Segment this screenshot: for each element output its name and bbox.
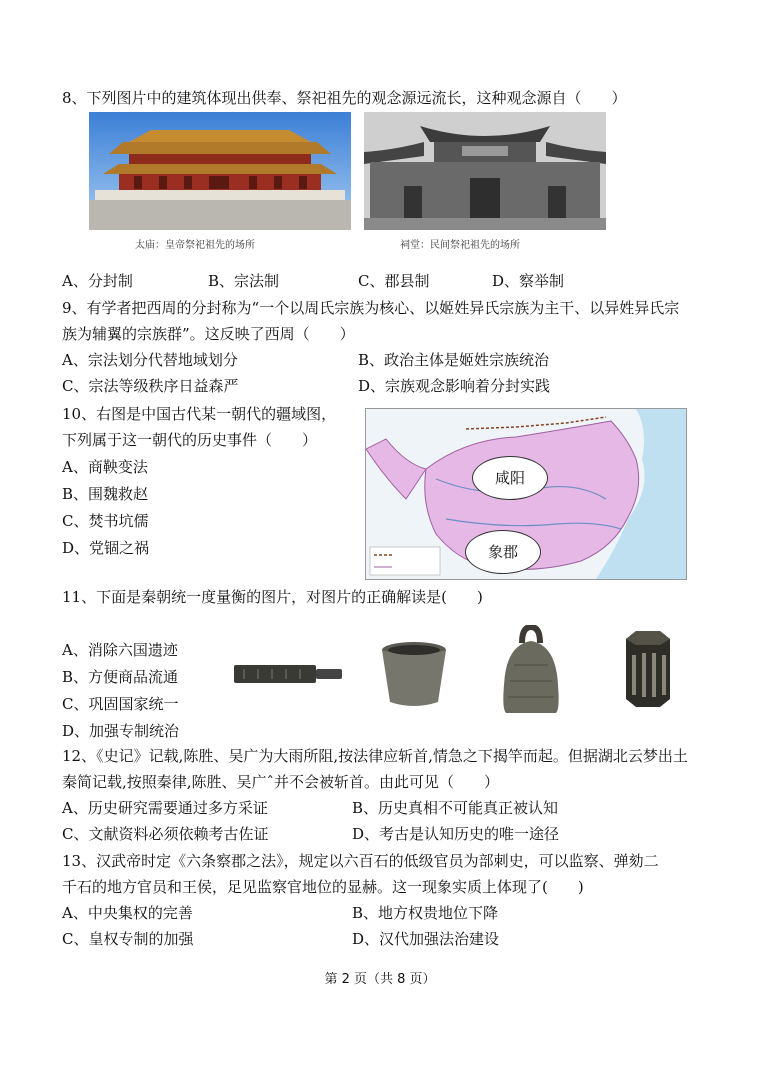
- q9-stem-line1: 9、有学者把西周的分封称为“一个以周氏宗族为核心、以姬姓异氏宗族为主干、以异姓异氏宗: [62, 299, 680, 317]
- taimiao-caption: 太庙：皇帝祭祀祖先的场所: [135, 240, 255, 251]
- q12-option-d[interactable]: D、考古是认知历史的唯一途径: [352, 825, 560, 843]
- q10-stem-line1: 10、右图是中国古代某一朝代的疆域图，: [62, 405, 337, 423]
- q12-option-a[interactable]: A、历史研究需要通过多方采证: [62, 799, 268, 817]
- q11-stem: 11、下面是秦朝统一度量衡的图片，对图片的正确解读是( ): [62, 588, 483, 606]
- q13-stem-line2: 千石的地方官员和王侯，足见监察官地位的显赫。这一现象实质上体现了( ): [62, 878, 584, 896]
- artifact-octagonal-weight: [622, 627, 674, 709]
- q9-stem-line2: 族为辅翼的宗族群”。这反映了西周（ ）: [62, 325, 355, 343]
- artifact-measuring-cup: [378, 640, 450, 710]
- q8-option-a[interactable]: A、分封制: [62, 272, 133, 290]
- q8-option-d[interactable]: D、察举制: [492, 272, 565, 290]
- q13-option-b[interactable]: B、地方权贵地位下降: [352, 904, 499, 922]
- q9-option-b[interactable]: B、政治主体是姬姓宗族统治: [358, 351, 550, 369]
- q9-option-c[interactable]: C、宗法等级秩序日益森严: [62, 377, 239, 395]
- q13-option-d[interactable]: D、汉代加强法治建设: [352, 930, 500, 948]
- taimiao-photo: [89, 112, 351, 230]
- q10-stem-line2: 下列属于这一朝代的历史事件（ ）: [62, 431, 318, 449]
- q8-stem: 8、下列图片中的建筑体现出供奉、祭祀祖先的观念源远流长，这种观念源自（ ）: [62, 89, 627, 107]
- q9-option-d[interactable]: D、宗族观念影响着分封实践: [358, 377, 551, 395]
- q11-option-b[interactable]: B、方便商品流通: [62, 668, 179, 686]
- citang-caption: 祠堂：民间祭祀祖先的场所: [400, 240, 520, 251]
- artifact-bell-weight: [498, 625, 564, 717]
- q13-option-c[interactable]: C、皇权专制的加强: [62, 930, 194, 948]
- q8-option-b[interactable]: B、宗法制: [208, 272, 280, 290]
- q8-option-c[interactable]: C、郡县制: [358, 272, 430, 290]
- q13-stem-line1: 13、汉武帝时定《六条察郡之法》，规定以六百石的低级官员为部刺史，可以监察、弹劾二: [62, 852, 659, 870]
- q10-option-b[interactable]: B、围魏救赵: [62, 485, 149, 503]
- artifact-bronze-ruler: [230, 655, 345, 695]
- q11-option-c[interactable]: C、巩固国家统一: [62, 695, 179, 713]
- page-number-footer: 第 2 页（共 8 页）: [324, 972, 436, 987]
- q11-option-d[interactable]: D、加强专制统治: [62, 722, 180, 740]
- q12-stem-line2: 秦简记载,按照秦律,陈胜、吴广ˆ并不会被斩首。由此可见（ ）: [62, 773, 500, 791]
- q12-option-c[interactable]: C、文献资料必须依赖考古佐证: [62, 825, 269, 843]
- q10-option-c[interactable]: C、焚书坑儒: [62, 512, 149, 530]
- q12-stem-line1: 12、《史记》记载,陈胜、吴广为大雨所阻,按法律应斩首,情急之下揭竿而起。但据湖北云梦出土: [62, 747, 688, 765]
- q10-option-d[interactable]: D、党锢之祸: [62, 539, 150, 557]
- q11-option-a[interactable]: A、消除六国遗迹: [62, 641, 178, 659]
- q13-option-a[interactable]: A、中央集权的完善: [62, 904, 193, 922]
- q10-option-a[interactable]: A、商鞅变法: [62, 458, 148, 476]
- map-label-xianyang: 咸阳: [472, 456, 548, 500]
- citang-photo: [364, 112, 606, 230]
- map-label-xiangjun: 象郡: [465, 530, 541, 574]
- q9-option-a[interactable]: A、宗法划分代替地域划分: [62, 351, 238, 369]
- q12-option-b[interactable]: B、历史真相不可能真正被认知: [352, 799, 559, 817]
